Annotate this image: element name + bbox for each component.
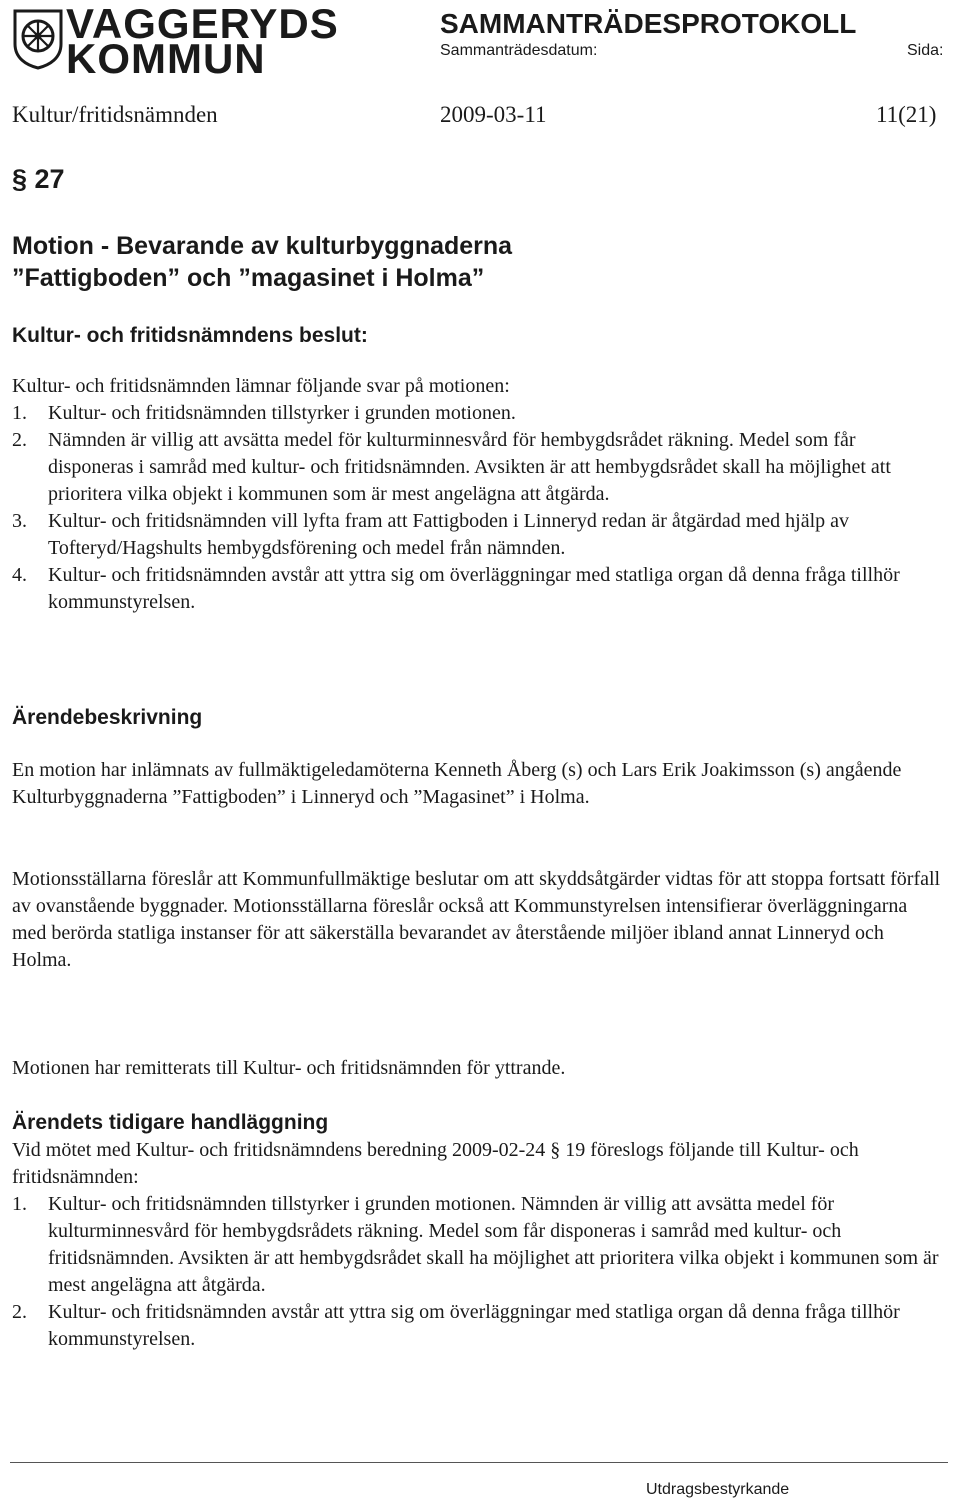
document-type: SAMMANTRÄDESPROTOKOLL [440, 8, 857, 39]
footer-divider [10, 1462, 948, 1463]
list-item-text: Kultur- och fritidsnämnden avstår att yttra sig om överläggningar med statliga organ då denna fråga tillhör kommunstyrelsen. [48, 564, 900, 613]
list-item [12, 508, 942, 562]
page-number: 11(21) [876, 102, 937, 127]
decision-list [12, 400, 942, 616]
list-item [12, 427, 942, 508]
description-paragraph: En motion har inlämnats av fullmäktigeledamöterna Kenneth Åberg (s) och Lars Erik Joakimsson (s) angående Kulturbyggnaderna ”Fattigboden” i Linneryd och ”Magasinet” i Holma. [12, 759, 902, 808]
list-item-text: Kultur- och fritidsnämnden vill lyfta fram att Fattigboden i Linneryd redan är åtgärdad med hjälp av Tofteryd/Hagshults hembygdsförening och medel från nämnden. [48, 510, 850, 559]
date-label: Sammanträdesdatum: [440, 42, 598, 59]
list-item-number: 1. [12, 1193, 27, 1215]
logo-text-line2: KOMMUN [66, 35, 266, 82]
list-item [12, 400, 942, 427]
list-item [12, 1299, 942, 1353]
title-line: ”Fattigboden” och ”magasinet i Holma” [12, 264, 485, 292]
list-item-text: Kultur- och fritidsnämnden tillstyrker i grunden motionen. [48, 402, 516, 424]
list-item-number: 1. [12, 402, 27, 424]
previous-list [12, 1191, 942, 1353]
list-item-number: 3. [12, 510, 27, 532]
paragraph-number: § 27 [12, 164, 65, 194]
previous-intro: Vid mötet med Kultur- och fritidsnämndens beredning 2009-02-24 § 19 föreslogs följande till Kultur- och fritidsnämnden: [12, 1139, 859, 1188]
list-item-number: 2. [12, 429, 27, 451]
title-line: Motion - Bevarande av kulturbyggnaderna [12, 232, 513, 260]
list-item-text: Nämnden är villig att avsätta medel för kulturminnesvård för hembygdsrådet räkning. Medel som får disponeras i samråd med kultur- och fritidsnämnden. Avsikten är att hembygdsrådet skall ha möjlighet att prioritera vilka objekt i kommunen som är mest angelägna att åtgärda. [48, 429, 891, 505]
previous-heading: Ärendets tidigare handläggning [12, 1111, 329, 1134]
decision-heading: Kultur- och fritidsnämndens beslut: [12, 324, 368, 347]
list-item [12, 562, 942, 616]
meeting-date: 2009-03-11 [440, 102, 547, 127]
page-title [12, 230, 512, 294]
decision-intro: Kultur- och fritidsnämnden lämnar följande svar på motionen: [12, 375, 510, 397]
description-paragraph: Motionen har remitterats till Kultur- och fritidsnämnden för yttrande. [12, 1057, 566, 1079]
description-heading: Ärendebeskrivning [12, 706, 203, 729]
list-item [12, 1191, 942, 1299]
committee-name: Kultur/fritidsnämnden [12, 102, 218, 127]
municipality-crest-icon [12, 8, 64, 70]
list-item-number: 4. [12, 564, 27, 586]
list-item-number: 2. [12, 1301, 27, 1323]
list-item-text: Kultur- och fritidsnämnden tillstyrker i grunden motionen. Nämnden är villig att avsätta medel för kulturminnesvård för hembygdsrådets räkning. Medel som får disponeras i samråd med kultur- och fritidsnämnden. Avsikten är att hembygdsrådet skall ha möjlighet att prioritera vilka objekt i kommunen som är mest angelägna att åtgärda. [48, 1193, 939, 1296]
logo-text-line1: VAGGERYDS [66, 0, 339, 47]
description-paragraph: Motionsställarna föreslår att Kommunfullmäktige beslutar om att skyddsåtgärder vidtas för att stoppa fortsatt förfall av ovanstående byggnader. Motionsställarna föreslår också att Kommunstyrelsen intensifierar överläggningarna med berörda statliga instanser för att säkerställa bevarandet av återstående miljöer ibland annat Linneryd och Holma. [12, 868, 941, 971]
page-label: Sida: [907, 42, 944, 59]
list-item-text: Kultur- och fritidsnämnden avstår att yttra sig om överläggningar med statliga organ då denna fråga tillhör kommunstyrelsen. [48, 1301, 900, 1350]
certification-label: Utdragsbestyrkande [646, 1481, 790, 1498]
